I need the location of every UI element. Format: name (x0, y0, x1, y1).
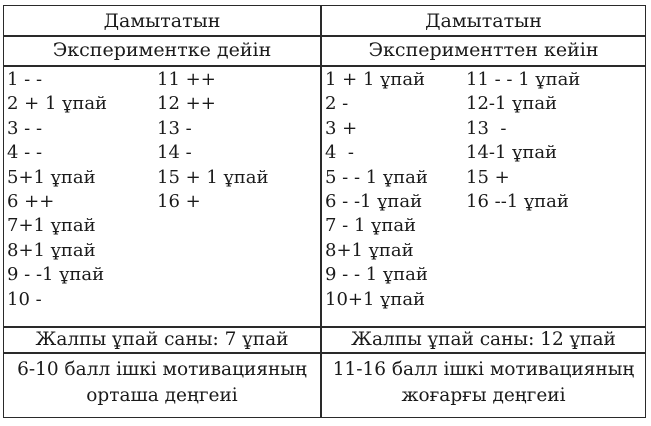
right-list-1-item: 8+1 ұпай (325, 239, 414, 261)
right-list-2-item: 15 + (466, 166, 510, 188)
left-items-list-1 (7, 68, 107, 312)
right-level-line-2: жоғарғы деңгеиі (401, 385, 566, 406)
row-divider-4 (4, 352, 645, 354)
right-list-1-item: 5 - - 1 ұпай (325, 166, 428, 188)
right-list-2-item: 16 --1 ұпай (466, 191, 569, 213)
right-list-1-item: 3 + (325, 117, 358, 139)
right-list-1-item: 7 - 1 ұпай (325, 215, 417, 237)
comparison-table (3, 5, 646, 418)
left-list-2-item: 15 + 1 ұпай (157, 166, 269, 188)
left-list-2-item: 16 + (157, 191, 201, 213)
row-divider-1 (4, 35, 645, 37)
right-total-score: Жалпы ұпай саны: 12 ұпай (351, 329, 616, 350)
right-list-1-item: 10+1 ұпай (325, 288, 426, 310)
right-list-2-item: 11 - - 1 ұпай (466, 69, 581, 90)
row-divider-3 (4, 326, 645, 328)
left-level-description (4, 357, 320, 409)
left-list-2-item: 11 ++ (157, 69, 216, 90)
left-list-1-item: 2 + 1 ұпай (7, 93, 108, 115)
right-list-2-item: 14-1 ұпай (466, 142, 558, 164)
right-level-line-1: 11-16 балл ішкі мотивацияның (332, 359, 635, 380)
right-items-list-1 (325, 68, 428, 312)
right-header-title: Дамытатын (425, 10, 542, 32)
right-list-1-item: 6 - -1 ұпай (325, 191, 423, 213)
left-list-1-item: 7+1 ұпай (7, 215, 96, 237)
right-list-1-item: 4 - (325, 142, 354, 164)
left-total-score: Жалпы ұпай саны: 7 ұпай (35, 329, 289, 350)
row-divider-2 (4, 65, 645, 67)
left-items-list-2 (157, 68, 269, 214)
left-list-2-item: 12 ++ (157, 93, 216, 115)
left-list-1-item: 3 - - (7, 117, 43, 139)
left-level-line-2: орташа деңгеиі (86, 385, 238, 406)
right-level-description (322, 357, 645, 409)
left-list-1-item: 4 - - (7, 142, 43, 164)
left-list-1-item: 6 ++ (7, 191, 55, 213)
left-header-title: Дамытатын (103, 10, 221, 32)
left-level-line-1: 6-10 балл ішкі мотивацияның (17, 359, 307, 380)
right-list-1-item: 2 - (325, 93, 349, 115)
right-list-2-item: 13 - (466, 117, 507, 139)
left-list-1-item: 8+1 ұпай (7, 239, 96, 261)
left-list-2-item: 14 - (157, 142, 192, 164)
column-divider (320, 6, 322, 417)
right-items-list-2 (466, 68, 580, 214)
right-header-subtitle: Эксперименттен кейін (368, 39, 599, 61)
right-list-1-item: 9 - - 1 ұпай (325, 264, 428, 286)
right-list-1-item: 1 + 1 ұпай (325, 69, 426, 90)
left-header-subtitle: Экспериментке дейін (52, 39, 272, 61)
left-list-1-item: 10 - (7, 288, 42, 310)
left-list-1-item: 5+1 ұпай (7, 166, 96, 188)
right-list-2-item: 12-1 ұпай (466, 93, 558, 115)
left-list-1-item: 9 - -1 ұпай (7, 264, 105, 286)
left-list-2-item: 13 - (157, 117, 192, 139)
left-list-1-item: 1 - - (7, 69, 43, 90)
